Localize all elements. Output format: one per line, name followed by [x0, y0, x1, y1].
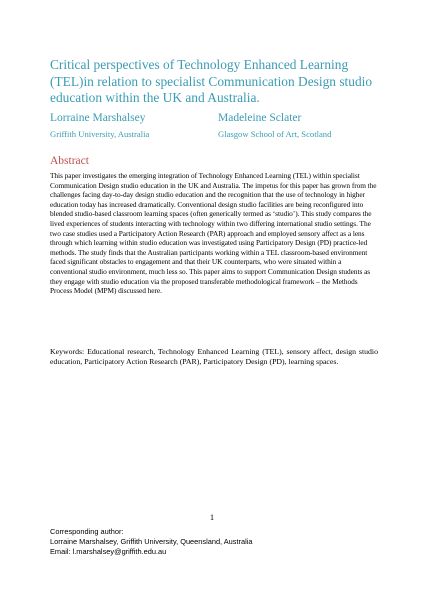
corresponding-author-note: [50, 527, 380, 558]
author-block-1: [50, 111, 220, 140]
author-block-2: [218, 111, 388, 140]
corresponding-author-address: Lorraine Marshalsey, Griffith University, Queensland, Australia: [50, 537, 253, 547]
author-affiliation: Griffith University, Australia: [50, 129, 150, 139]
author-name: Madeleine Sclater: [218, 112, 302, 124]
abstract-heading: Abstract: [50, 155, 89, 167]
page-number: 1: [209, 512, 215, 522]
author-affiliation: Glasgow School of Art, Scotland: [218, 129, 332, 139]
corresponding-author-heading: Corresponding author:: [50, 527, 124, 536]
abstract-text: This paper investigates the emerging integration of Technology Enhanced Learning (TEL) within specialist Communication Design studio education in the UK and Australia. The impetus for this paper has grown from the challenges facing day-to-day design studio education and the recognition that the use of technology in higher education today has increased dramatically. Conventional design studio facilities are being reconfigured into blended studio-based classroom learning spaces (often generically termed as ‘studio’). This study compares the lived experiences of students interacting with technology within two differing international studio settings. The two case studies used a Participatory Action Research (PAR) approach and employed sensory affect as a lens through which learning within studio education was investigated using Participatory Design (PD) practice-led methods. The study finds that the Australian participants working within a TEL classroom-based environment faced significant obstacles to engagement and that their UK counterparts, who were situated within a conventional studio environment, much less so. This paper aims to support Communication Design students as they engage with studio education via the proposed transferable methodological framework – the Methods Process Model (MPM) discussed here.: [50, 171, 377, 296]
paper-title: Critical perspectives of Technology Enhanced Learning (TEL)in relation to specialist Communication Design studio education within the UK and Australia.: [50, 57, 373, 106]
corresponding-author-email[interactable]: Email: l.marshalsey@griffith.edu.au: [50, 547, 167, 557]
author-name: Lorraine Marshalsey: [50, 112, 146, 124]
keywords: Keywords: Educational research, Technology Enhanced Learning (TEL), sensory affect, design studio education, Participatory Action Research (PAR), Participatory Design (PD), learning spaces.: [50, 347, 378, 367]
